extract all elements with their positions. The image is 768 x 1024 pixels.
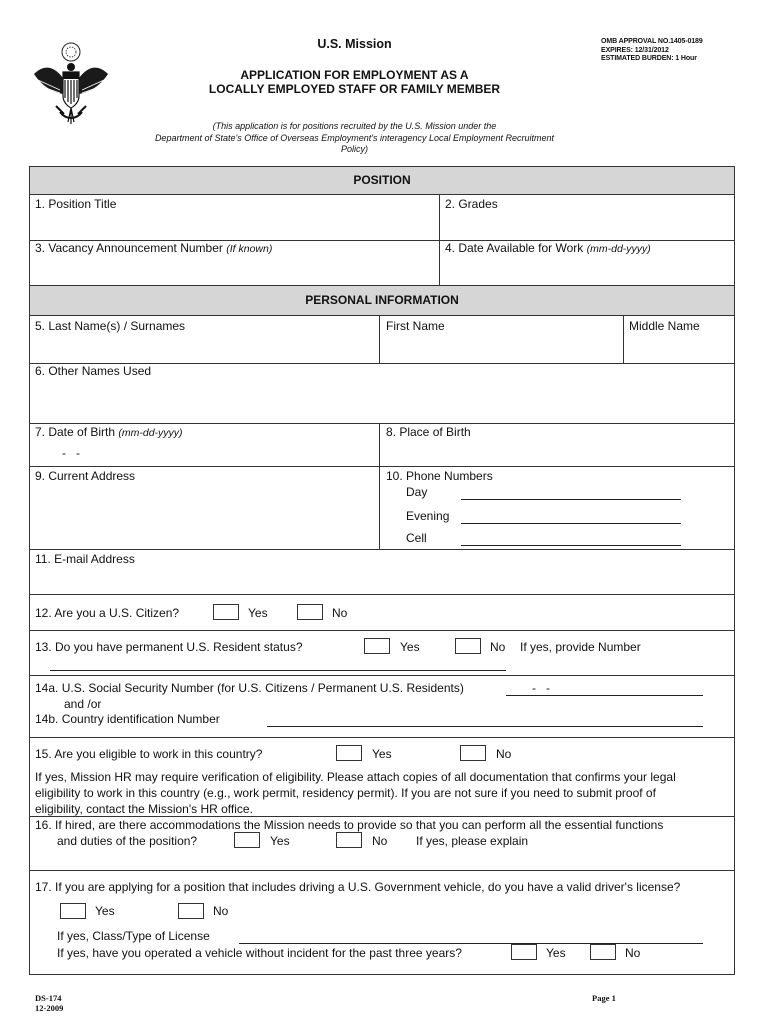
omb-number: OMB APPROVAL NO.1405-0189 [601, 38, 703, 45]
accommodations-no-label: No [372, 834, 388, 848]
eligible-label: 15. Are you eligible to work in this country? [35, 747, 263, 761]
phone-day-field[interactable] [461, 499, 681, 500]
form-number-date: 12-2009 [35, 1003, 64, 1013]
eligibility-text-line1: If yes, Mission HR may require verification of eligibility. Please attach copies of all documentation that confirms your legal [35, 770, 676, 784]
no-incident-label: If yes, have you operated a vehicle without incident for the past three years? [57, 946, 462, 960]
accommodations-label: 16. If hired, are there accommodations the Mission needs to provide so that you can perform all the essential functions [35, 818, 664, 832]
place-of-birth-label: 8. Place of Birth [386, 425, 471, 439]
phone-evening-field[interactable] [461, 523, 681, 524]
place-of-birth-field[interactable] [383, 441, 729, 465]
middle-name-label: Middle Name [629, 319, 700, 333]
dob-field[interactable]: - - [62, 446, 80, 460]
vacancy-number-field[interactable] [33, 257, 435, 283]
us-citizen-no-label: No [332, 606, 348, 620]
position-title-field[interactable] [33, 213, 435, 239]
phone-evening-label: Evening [406, 509, 450, 523]
dob-note: (mm-dd-yyyy) [118, 427, 183, 439]
us-citizen-yes-checkbox[interactable] [213, 604, 239, 620]
middle-name-field[interactable] [627, 335, 730, 361]
dob-label-text: 7. Date of Birth [35, 425, 116, 439]
divider [623, 316, 624, 363]
address-label: 9. Current Address [35, 469, 136, 483]
mission-heading: U.S. Mission [317, 37, 392, 51]
us-citizen-no-checkbox[interactable] [297, 604, 323, 620]
vacancy-number-note: (If known) [226, 243, 273, 255]
email-label: 11. E-mail Address [35, 552, 135, 566]
section-position-title: POSITION [353, 173, 411, 187]
section-personal-title: PERSONAL INFORMATION [305, 293, 459, 307]
divider [379, 316, 380, 363]
other-names-field[interactable] [33, 381, 729, 421]
omb-burden: ESTIMATED BURDEN: 1 Hour [601, 55, 697, 62]
divider [30, 870, 734, 871]
license-yes-checkbox[interactable] [60, 903, 86, 919]
resident-number-field[interactable] [50, 670, 506, 671]
form-title-line2: LOCALLY EMPLOYED STAFF OR FAMILY MEMBER [208, 82, 501, 96]
divider [30, 423, 734, 424]
form-number [35, 993, 63, 1013]
date-available-field[interactable] [443, 257, 730, 283]
country-id-field[interactable] [267, 726, 703, 727]
section-position-header [30, 167, 734, 195]
permanent-resident-label: 13. Do you have permanent U.S. Resident status? [35, 640, 303, 654]
no-incident-no-label: No [625, 946, 641, 960]
ssn-dashes: - - [532, 681, 550, 695]
last-name-label: 5. Last Name(s) / Surnames [35, 319, 186, 333]
date-available-label-text: 4. Date Available for Work [445, 241, 584, 255]
vacancy-number-label [35, 241, 272, 255]
ssn-field[interactable] [506, 695, 703, 696]
divider [30, 675, 734, 676]
first-name-label: First Name [386, 319, 445, 333]
drivers-license-label: 17. If you are applying for a position that includes driving a U.S. Government vehicle, do you have a valid driver's license? [35, 880, 681, 894]
license-no-label: No [213, 904, 229, 918]
application-form [29, 166, 735, 975]
divider [30, 737, 734, 738]
permanent-resident-no-checkbox[interactable] [455, 638, 481, 654]
divider [30, 549, 734, 550]
page-number: Page 1 [592, 993, 616, 1003]
accommodations-explain-label: If yes, please explain [416, 834, 529, 848]
intro-line3: Policy) [340, 144, 368, 154]
us-citizen-yes-label: Yes [248, 606, 268, 620]
license-yes-label: Yes [95, 904, 115, 918]
other-names-label: 6. Other Names Used [35, 364, 152, 378]
permanent-resident-yes-label: Yes [400, 640, 420, 654]
section-personal-header [30, 285, 734, 316]
divider [30, 466, 734, 467]
eligible-no-checkbox[interactable] [460, 745, 486, 761]
phone-cell-field[interactable] [461, 545, 681, 546]
and-or-label: and /or [64, 697, 102, 711]
position-title-label: 1. Position Title [35, 197, 117, 211]
us-citizen-label: 12. Are you a U.S. Citizen? [35, 606, 180, 620]
phone-cell-label: Cell [406, 531, 427, 545]
accommodations-yes-label: Yes [270, 834, 290, 848]
no-incident-yes-checkbox[interactable] [511, 944, 537, 960]
license-class-label: If yes, Class/Type of License [57, 929, 210, 943]
form-number-code: DS-174 [35, 993, 62, 1003]
phone-day-label: Day [406, 485, 428, 499]
divider [30, 594, 734, 595]
no-incident-no-checkbox[interactable] [590, 944, 616, 960]
accommodations-label-line2: and duties of the position? [57, 834, 198, 848]
ssn-label: 14a. U.S. Social Security Number (for U.S. Citizens / Permanent U.S. Residents) [35, 681, 464, 695]
date-available-note: (mm-dd-yyyy) [586, 243, 651, 255]
country-id-label: 14b. Country identification Number [35, 712, 220, 726]
address-field[interactable] [33, 485, 375, 547]
license-no-checkbox[interactable] [178, 903, 204, 919]
no-incident-yes-label: Yes [546, 946, 566, 960]
grades-label: 2. Grades [445, 197, 498, 211]
intro-note [0, 121, 709, 156]
intro-line1: (This application is for positions recruited by the U.S. Mission under the [212, 121, 497, 131]
resident-number-label: If yes, provide Number [520, 640, 641, 654]
date-available-label [445, 241, 651, 255]
last-name-field[interactable] [33, 335, 375, 361]
dob-label [35, 425, 183, 439]
form-title-line1: APPLICATION FOR EMPLOYMENT AS A [240, 68, 469, 82]
permanent-resident-yes-checkbox[interactable] [364, 638, 390, 654]
email-field[interactable] [33, 568, 729, 592]
form-title [0, 68, 709, 96]
divider [379, 423, 380, 549]
phone-numbers-label: 10. Phone Numbers [386, 469, 493, 483]
divider [30, 630, 734, 631]
accommodations-yes-checkbox[interactable] [234, 832, 260, 848]
eligibility-text-line3: eligibility, contact the Mission's HR office. [35, 802, 253, 816]
eligible-yes-checkbox[interactable] [336, 745, 362, 761]
accommodations-no-checkbox[interactable] [336, 832, 362, 848]
first-name-field[interactable] [383, 335, 619, 361]
permanent-resident-no-label: No [490, 640, 506, 654]
intro-line2: Department of State's Office of Overseas Employment's interagency Local Employment Recruitment [154, 132, 555, 143]
omb-expires: EXPIRES: 12/31/2012 [601, 46, 669, 54]
omb-approval [601, 38, 703, 64]
eligible-no-label: No [496, 747, 512, 761]
divider [30, 816, 734, 817]
vacancy-number-label-text: 3. Vacancy Announcement Number [35, 241, 223, 255]
license-class-field[interactable] [239, 943, 703, 944]
grades-field[interactable] [443, 213, 730, 239]
eligibility-instructions [35, 769, 731, 817]
eligible-yes-label: Yes [372, 747, 392, 761]
eligibility-text-line2: eligibility to work in this country (e.g., work permit, residency permit). If you are not sure if you need to submit proof of [35, 786, 656, 800]
